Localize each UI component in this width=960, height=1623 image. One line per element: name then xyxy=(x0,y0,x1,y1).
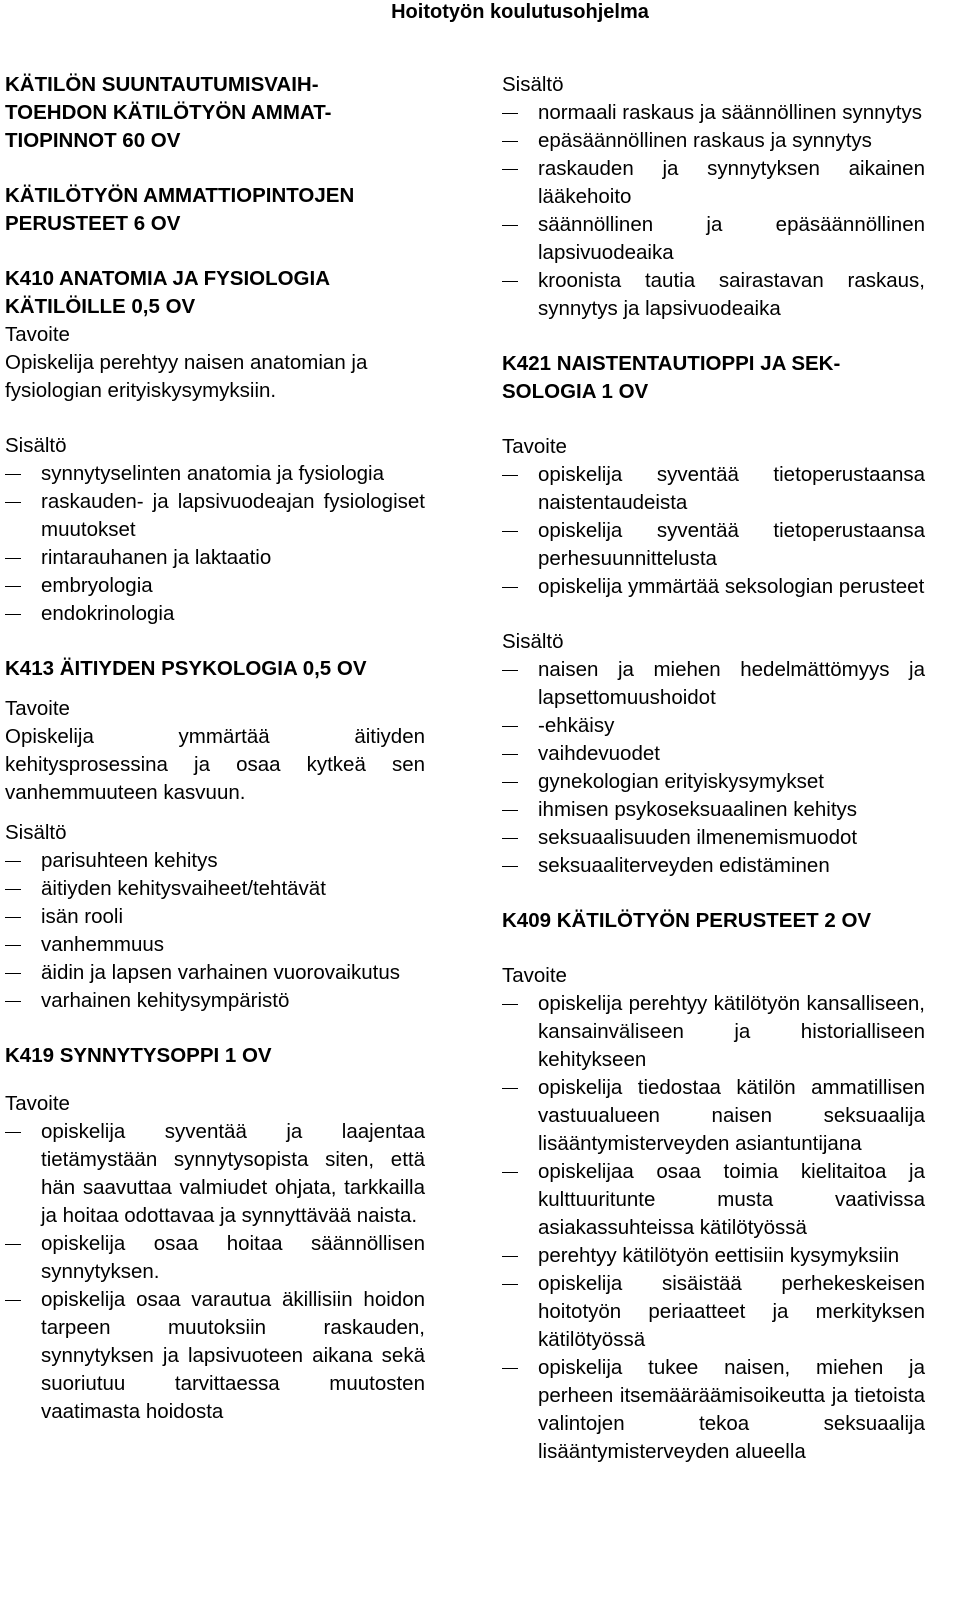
k419-tavoite-list xyxy=(5,1118,425,1426)
list-item: säännöllinen ja epäsäännöllinen lapsivuodeaika xyxy=(502,211,925,267)
k419-sisalto-label: Sisältö xyxy=(502,73,564,96)
list-item: ihmisen psykoseksuaalinen kehitys xyxy=(502,796,925,824)
basics-heading-line: PERUSTEET 6 OV xyxy=(5,212,181,235)
k419-title: K419 SYNNYTYSOPPI 1 OV xyxy=(5,1044,272,1067)
k410-tavoite-label: Tavoite xyxy=(5,323,70,346)
list-item: normaali raskaus ja säännöllinen synnytys xyxy=(502,99,925,127)
k410-title-line: KÄTILÖILLE 0,5 OV xyxy=(5,295,196,318)
basics-heading xyxy=(5,182,425,238)
list-item: seksuaalisuuden ilmenemismuodot xyxy=(502,824,925,852)
list-item: rintarauhanen ja laktaatio xyxy=(5,544,425,572)
list-item: varhainen kehitysympäristö xyxy=(5,987,425,1015)
list-item: opiskelija ymmärtää seksologian perusteet xyxy=(502,573,925,601)
basics-heading-line: KÄTILÖTYÖN AMMATTIOPINTOJEN xyxy=(5,184,355,207)
list-item: raskauden ja synnytyksen aikainen lääkehoito xyxy=(502,155,925,211)
k421-title xyxy=(502,350,925,406)
list-item: isän rooli xyxy=(5,903,425,931)
list-item: gynekologian erityiskysymykset xyxy=(502,768,925,796)
list-item: endokrinologia xyxy=(5,600,425,628)
list-item: kroonista tautia sairastavan raskaus, synnytys ja lapsivuodeaika xyxy=(502,267,925,323)
k413-tavoite-text: Opiskelija ymmärtää äitiyden kehitysprosessina ja osaa kytkeä sen vanhemmuuteen kasvuun. xyxy=(5,725,425,804)
k419-sisalto-list xyxy=(502,99,925,323)
list-item: perehtyy kätilötyön eettisiin kysymyksiin xyxy=(502,1242,925,1270)
k410-title-line: K410 ANATOMIA JA FYSIOLOGIA xyxy=(5,267,331,290)
list-item: -ehkäisy xyxy=(502,712,925,740)
list-item: seksuaaliterveyden edistäminen xyxy=(502,852,925,880)
list-item: opiskelija syventää tietoperustaansa naistentaudeista xyxy=(502,461,925,517)
k413-sisalto-label: Sisältö xyxy=(5,821,67,844)
list-item: äitiyden kehitysvaiheet/tehtävät xyxy=(5,875,425,903)
list-item: opiskelija sisäistää perhekeskeisen hoitotyön periaatteet ja merkityksen kätilötyössä xyxy=(502,1270,925,1354)
k419-tavoite-label: Tavoite xyxy=(5,1092,70,1115)
k421-sisalto-label: Sisältö xyxy=(502,630,564,653)
left-column xyxy=(5,71,425,1426)
list-item: embryologia xyxy=(5,572,425,600)
k410-sisalto-list xyxy=(5,460,425,628)
k413-sisalto-list xyxy=(5,847,425,1015)
list-item: opiskelija syventää tietoperustaansa perhesuunnittelusta xyxy=(502,517,925,573)
k410-tavoite-text: Opiskelija perehtyy naisen anatomian ja fysiologian erityiskysymyksiin. xyxy=(5,351,368,402)
k410-sisalto-label: Sisältö xyxy=(5,434,67,457)
list-item: naisen ja miehen hedelmättömyys ja lapsettomuushoidot xyxy=(502,656,925,712)
list-item: opiskelija osaa varautua äkillisiin hoidon tarpeen muutoksiin raskauden, synnytyksen ja lapsivuoteen aikana sekä suoriutuu tarvittaessa muutosten vaatimasta hoidosta xyxy=(5,1286,425,1426)
programme-heading xyxy=(5,71,425,155)
list-item: äidin ja lapsen varhainen vuorovaikutus xyxy=(5,959,425,987)
list-item: vaihdevuodet xyxy=(502,740,925,768)
k409-title: K409 KÄTILÖTYÖN PERUSTEET 2 OV xyxy=(502,909,872,932)
right-column xyxy=(502,71,925,1466)
k413-tavoite-label: Tavoite xyxy=(5,697,70,720)
list-item: parisuhteen kehitys xyxy=(5,847,425,875)
list-item: raskauden- ja lapsivuodeajan fysiologiset muutokset xyxy=(5,488,425,544)
k409-tavoite-list xyxy=(502,990,925,1466)
k409-tavoite-label: Tavoite xyxy=(502,964,567,987)
k421-sisalto-list xyxy=(502,656,925,880)
programme-heading-line: KÄTILÖN SUUNTAUTUMISVAIH- xyxy=(5,73,319,96)
k421-tavoite-list xyxy=(502,461,925,601)
list-item: vanhemmuus xyxy=(5,931,425,959)
list-item: epäsäännöllinen raskaus ja synnytys xyxy=(502,127,925,155)
list-item: opiskelija osaa hoitaa säännöllisen synnytyksen. xyxy=(5,1230,425,1286)
list-item: synnytyselinten anatomia ja fysiologia xyxy=(5,460,425,488)
list-item: opiskelija tukee naisen, miehen ja perheen itsemääräämisoikeutta ja tietoista valintojen tekoa seksuaalija lisääntymisterveyden alueella xyxy=(502,1354,925,1466)
k421-title-line: SOLOGIA 1 OV xyxy=(502,380,649,403)
k413-title: K413 ÄITIYDEN PSYKOLOGIA 0,5 OV xyxy=(5,657,367,680)
k410-title xyxy=(5,265,425,321)
list-item: opiskelija tiedostaa kätilön ammatillisen vastuualueen naisen seksuaalija lisääntymisterveyden asiantuntijana xyxy=(502,1074,925,1158)
programme-heading-line: TIOPINNOT 60 OV xyxy=(5,129,181,152)
header-title: Hoitotyön koulutusohjelma xyxy=(391,1,649,23)
list-item: opiskelija syventää ja laajentaa tietämystään synnytysopista siten, että hän saavuttaa valmiudet ohjata, tarkkailla ja hoitaa odottavaa ja synnyttävää naista. xyxy=(5,1118,425,1230)
k421-tavoite-label: Tavoite xyxy=(502,435,567,458)
k421-title-line: K421 NAISTENTAUTIOPPI JA SEK- xyxy=(502,352,841,375)
programme-heading-line: TOEHDON KÄTILÖTYÖN AMMAT- xyxy=(5,101,332,124)
page-header xyxy=(0,0,960,24)
list-item: opiskelijaa osaa toimia kielitaitoa ja kulttuuritunte musta vaativissa asiakassuhteissa kätilötyössä xyxy=(502,1158,925,1242)
list-item: opiskelija perehtyy kätilötyön kansalliseen, kansainväliseen ja historialliseen kehitykseen xyxy=(502,990,925,1074)
